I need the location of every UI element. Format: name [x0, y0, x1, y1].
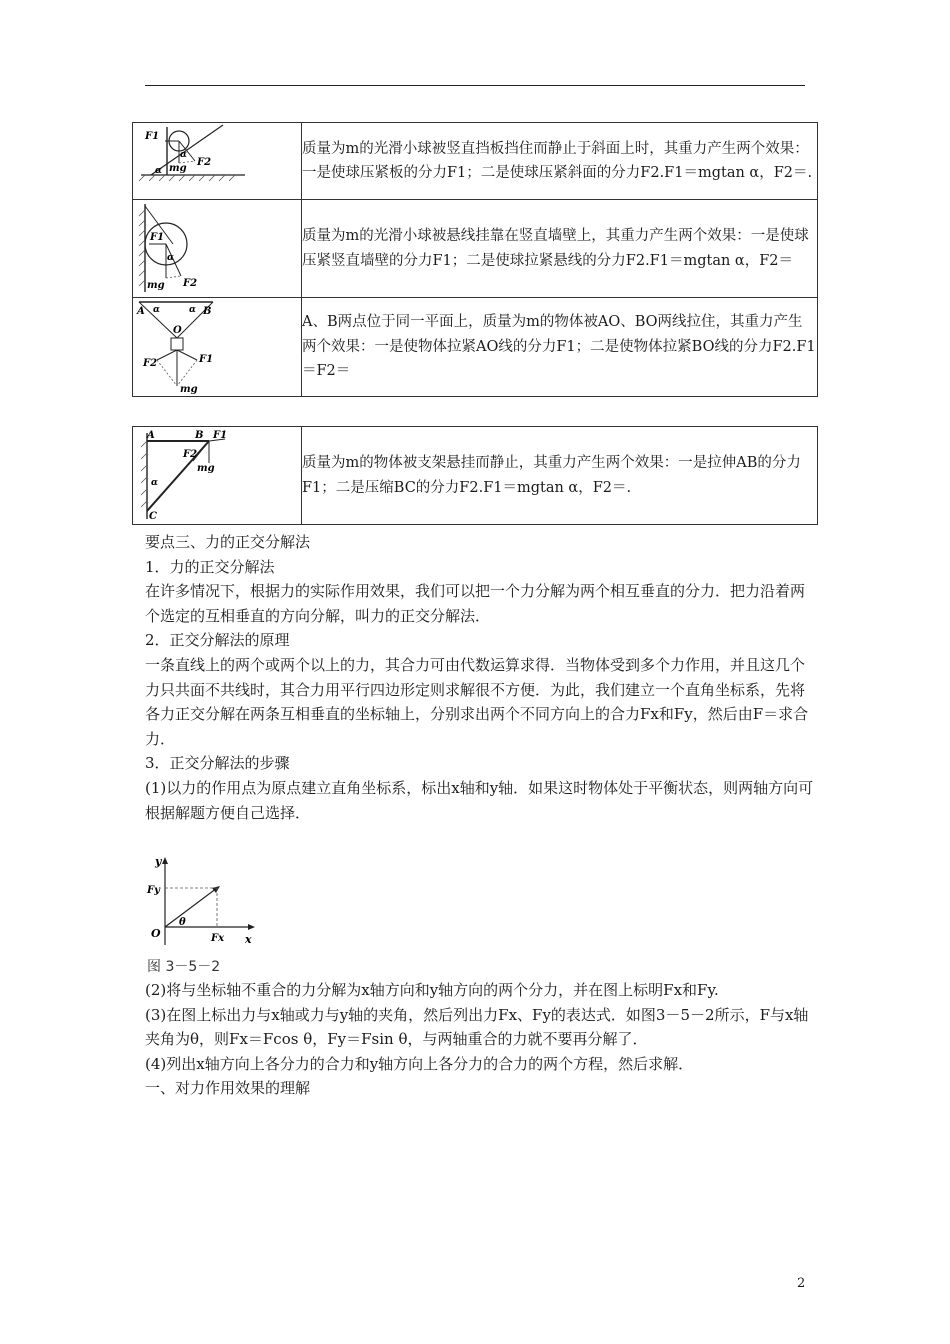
table-row [133, 123, 818, 200]
label-alpha: α [167, 253, 174, 263]
figure-caption: 图 3－5－2 [147, 959, 221, 975]
label-x: x [245, 933, 252, 946]
figure-two-strings [133, 298, 302, 397]
label-mg: mg [197, 463, 215, 474]
case-text-3: A、B两点位于同一平面上，质量为m的物体被AO、BO两线拉住，其重力产生两个效果：一是使物体拉紧AO线的分力F1；二是使物体拉紧BO线的分力F2.F1＝F2＝ [302, 298, 818, 397]
page-number: 2 [797, 1276, 806, 1291]
step-3: (3)在图上标出力与x轴或力与y轴的夹角，然后列出力Fx、Fy的表达式．如图3－5－2所示，F与x轴夹角为θ，则Fx＝Fcos θ，Fy＝Fsin θ，与两轴重合的力就不要再分解了． [145, 1005, 809, 1049]
label-alpha: α [180, 150, 187, 160]
label-fx: Fx [211, 933, 225, 944]
subheading-1: 1．力的正交分解法 [145, 557, 275, 576]
label-f1: F1 [150, 232, 165, 243]
header-rule [145, 85, 805, 86]
label-alpha: α [151, 478, 158, 488]
label-f2: F2 [183, 278, 198, 289]
figure-bracket [133, 427, 302, 525]
figure-ball-on-wall [133, 200, 302, 298]
paragraph-2: 一条直线上的两个或两个以上的力，其合力可由代数运算求得．当物体受到多个力作用，并且这几个力只共面不共线时，其合力用平行四边形定则求解很不方便．为此，我们建立一个直角坐标系，先将各力正交分解在两条互相垂直的坐标轴上，分别求出两个不同方向上的合力Fx和Fy，然后由F＝求合力． [145, 655, 809, 748]
cases-table-1 [132, 122, 818, 397]
coordinate-figure [145, 855, 265, 955]
label-o: O [173, 325, 182, 336]
section-heading-2: 一、对力作用效果的理解 [145, 1079, 311, 1098]
label-alpha-right: α [189, 305, 196, 315]
table-row [133, 427, 818, 525]
label-b: B [195, 430, 204, 441]
label-f1: F1 [213, 430, 228, 441]
label-f2: F2 [143, 358, 158, 369]
step-1: (1)以力的作用点为原点建立直角坐标系，标出x轴和y轴．如果这时物体处于平衡状态，则两轴方向可根据解题方便自己选择． [145, 778, 814, 822]
table-row [133, 298, 818, 397]
label-a: A [147, 430, 155, 441]
steps-continued [145, 978, 815, 1101]
section-orthogonal-decomposition [145, 530, 815, 825]
case-text-1: 质量为m的光滑小球被竖直挡板挡住而静止于斜面上时，其重力产生两个效果：一是使球压紧板的分力F1；二是使球压紧斜面的分力F2.F1＝mgtan α，F2＝. [302, 123, 818, 200]
section-heading: 要点三、力的正交分解法 [145, 533, 311, 551]
subheading-2: 2．正交分解法的原理 [145, 631, 290, 650]
label-mg: mg [180, 384, 198, 395]
label-o: O [151, 927, 161, 940]
figure-ball-on-incline [133, 123, 302, 200]
label-a: A [137, 306, 145, 317]
label-y: y [155, 855, 162, 868]
label-mg: mg [147, 280, 165, 291]
label-theta: θ [179, 917, 186, 928]
table-row [133, 200, 818, 298]
label-fy: Fy [147, 885, 160, 896]
case-text-4: 质量为m的物体被支架悬挂而静止，其重力产生两个效果：一是拉伸AB的分力F1；二是压缩BC的分力F2.F1＝mgtan α，F2＝. [302, 427, 818, 525]
label-f2: F2 [183, 449, 198, 460]
paragraph-1: 在许多情况下，根据力的实际作用效果，我们可以把一个力分解为两个相互垂直的分力．把力沿着两个选定的互相垂直的方向分解，叫力的正交分解法． [145, 582, 806, 625]
case-text-2: 质量为m的光滑小球被悬线挂靠在竖直墙壁上，其重力产生两个效果：一是使球压紧竖直墙壁的分力F1；二是使球拉紧悬线的分力F2.F1＝mgtan α，F2＝ [302, 200, 818, 298]
label-mg: mg [169, 163, 187, 174]
label-f1: F1 [199, 354, 214, 365]
subheading-3: 3．正交分解法的步骤 [145, 754, 290, 773]
step-2: (2)将与坐标轴不重合的力分解为x轴方向和y轴方向的两个分力，并在图上标明Fx和Fy. [145, 981, 719, 999]
label-alpha-incline: α [155, 166, 162, 176]
cases-table-2 [132, 426, 818, 525]
label-b: B [203, 306, 212, 317]
label-f1: F1 [145, 131, 160, 142]
label-f2: F2 [197, 157, 212, 168]
label-alpha-left: α [153, 305, 160, 315]
label-c: C [149, 511, 157, 522]
step-4: (4)列出x轴方向上各分力的合力和y轴方向上各分力的合力的两个方程，然后求解． [145, 1054, 694, 1073]
